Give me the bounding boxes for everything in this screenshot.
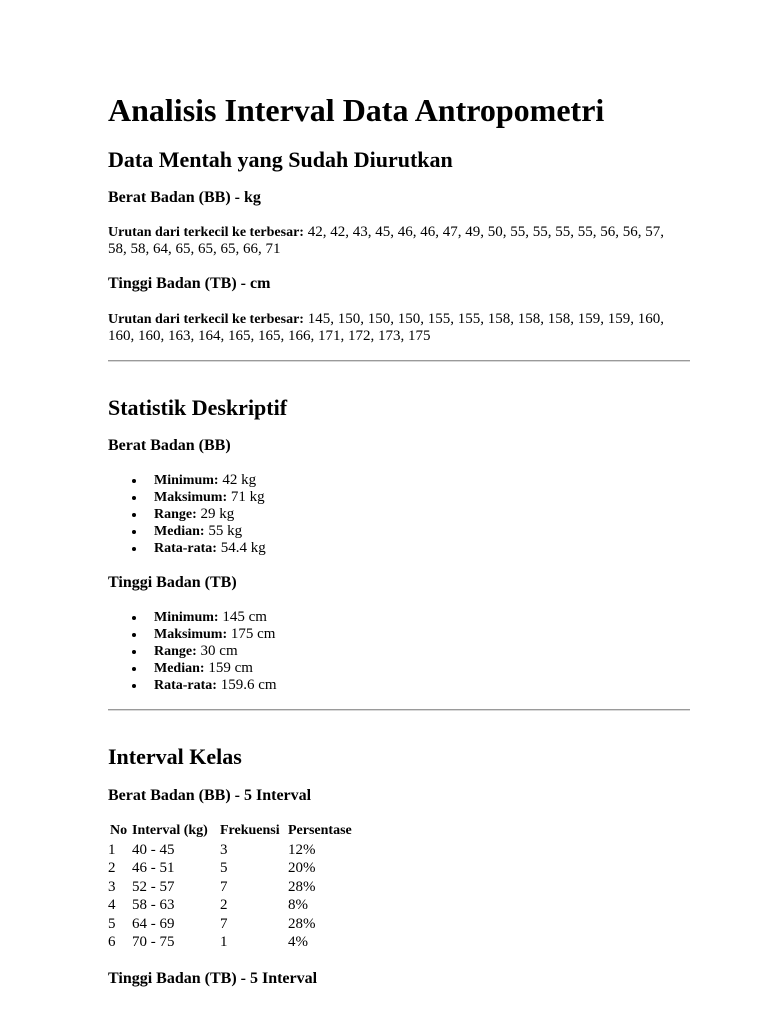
table-cell: 8% [288,897,308,913]
table-cell: 28% [288,915,316,932]
raw-tb-values: 145, 150, 150, 150, 155, 155, 158, 158, 158, 159, 159, 160, 160, 160, 163, 164, 165, 165, 166, 171, 172, 173, 175 [108,311,664,344]
table-cell: 4 [108,897,116,913]
interval-bb-heading: Berat Badan (BB) - 5 Interval [108,787,312,804]
stats-tb-heading: Tinggi Badan (TB) [108,574,237,591]
table-cell: 58 - 63 [132,897,175,913]
table-row [108,878,368,897]
table-cell: 28% [288,878,316,895]
stat-value: 42 kg [218,472,257,488]
table-cell: 3 [220,841,228,858]
stat-label: Range: [154,644,197,659]
stat-value: 159.6 cm [216,677,277,693]
interval-tb-heading: Tinggi Badan (TB) - 5 Interval [108,970,318,987]
stat-value: 30 cm [196,643,238,659]
stat-value: 54.4 kg [216,540,266,556]
column-header: Interval (kg) [132,823,208,838]
list-item [154,643,277,660]
list-item [154,472,266,489]
list-item [154,506,266,523]
table-cell: 2 [220,897,228,913]
raw-tb-paragraph [108,311,684,345]
column-header: Frekuensi [220,823,280,838]
stat-value: 71 kg [227,489,265,505]
stat-value: 159 cm [204,660,253,676]
raw-tb-label: Urutan dari terkecil ke terbesar: [108,312,304,327]
interval-heading: Interval Kelas [108,744,242,769]
stat-label: Minimum: [154,473,219,488]
column-header: Persentase [288,823,352,838]
table-row [108,896,368,915]
stat-value: 145 cm [218,609,267,625]
stat-value: 175 cm [227,626,276,642]
stats-heading: Statistik Deskriptif [108,395,288,420]
divider [108,360,690,362]
table-cell: 20% [288,860,316,876]
stat-label: Minimum: [154,610,219,625]
list-item [154,523,266,540]
table-cell: 1 [108,841,116,858]
stat-label: Maksimum: [154,490,228,505]
raw-data-heading: Data Mentah yang Sudah Diurutkan [108,147,453,172]
table-row [108,933,368,952]
table-cell: 4% [288,934,308,950]
raw-bb-label: Urutan dari terkecil ke terbesar: [108,225,304,240]
column-header: No [110,823,128,838]
list-item [154,609,277,626]
table-cell: 70 - 75 [132,934,175,950]
list-item [154,677,277,694]
table-cell: 46 - 51 [132,860,175,876]
table-row [108,915,368,934]
stats-bb-list [154,472,266,557]
raw-tb-heading: Tinggi Badan (TB) - cm [108,275,271,292]
stat-label: Median: [154,524,205,539]
table-cell: 1 [220,934,228,950]
stat-label: Rata-rata: [154,678,217,693]
list-item [154,540,266,557]
stats-tb-list [154,609,277,694]
stat-label: Maksimum: [154,627,228,642]
table-cell: 5 [220,860,228,876]
raw-bb-paragraph [108,224,684,258]
table-cell: 3 [108,878,116,895]
list-item [154,626,277,643]
list-item [154,660,277,677]
stat-value: 55 kg [204,523,243,539]
table-cell: 52 - 57 [132,878,175,895]
table-cell: 40 - 45 [132,841,175,858]
table-cell: 12% [288,841,316,858]
table-cell: 7 [220,915,228,932]
table-cell: 6 [108,934,116,950]
list-item [154,489,266,506]
stat-value: 29 kg [196,506,235,522]
stat-label: Range: [154,507,197,522]
raw-bb-values: 42, 42, 43, 45, 46, 46, 47, 49, 50, 55, 55, 55, 55, 56, 56, 57, 58, 58, 64, 65, 65, 65, 66, 71 [108,224,664,257]
table-row [108,841,368,860]
table-header-row [108,822,368,841]
stats-bb-heading: Berat Badan (BB) [108,437,231,454]
interval-bb-table [108,822,368,952]
page-title: Analisis Interval Data Antropometri [108,92,605,128]
divider [108,709,690,711]
table-row [108,859,368,878]
table-cell: 2 [108,860,116,876]
stat-label: Median: [154,661,205,676]
table-cell: 5 [108,915,116,932]
stat-label: Rata-rata: [154,541,217,556]
table-cell: 7 [220,878,228,895]
raw-bb-heading: Berat Badan (BB) - kg [108,189,261,206]
table-cell: 64 - 69 [132,915,175,932]
